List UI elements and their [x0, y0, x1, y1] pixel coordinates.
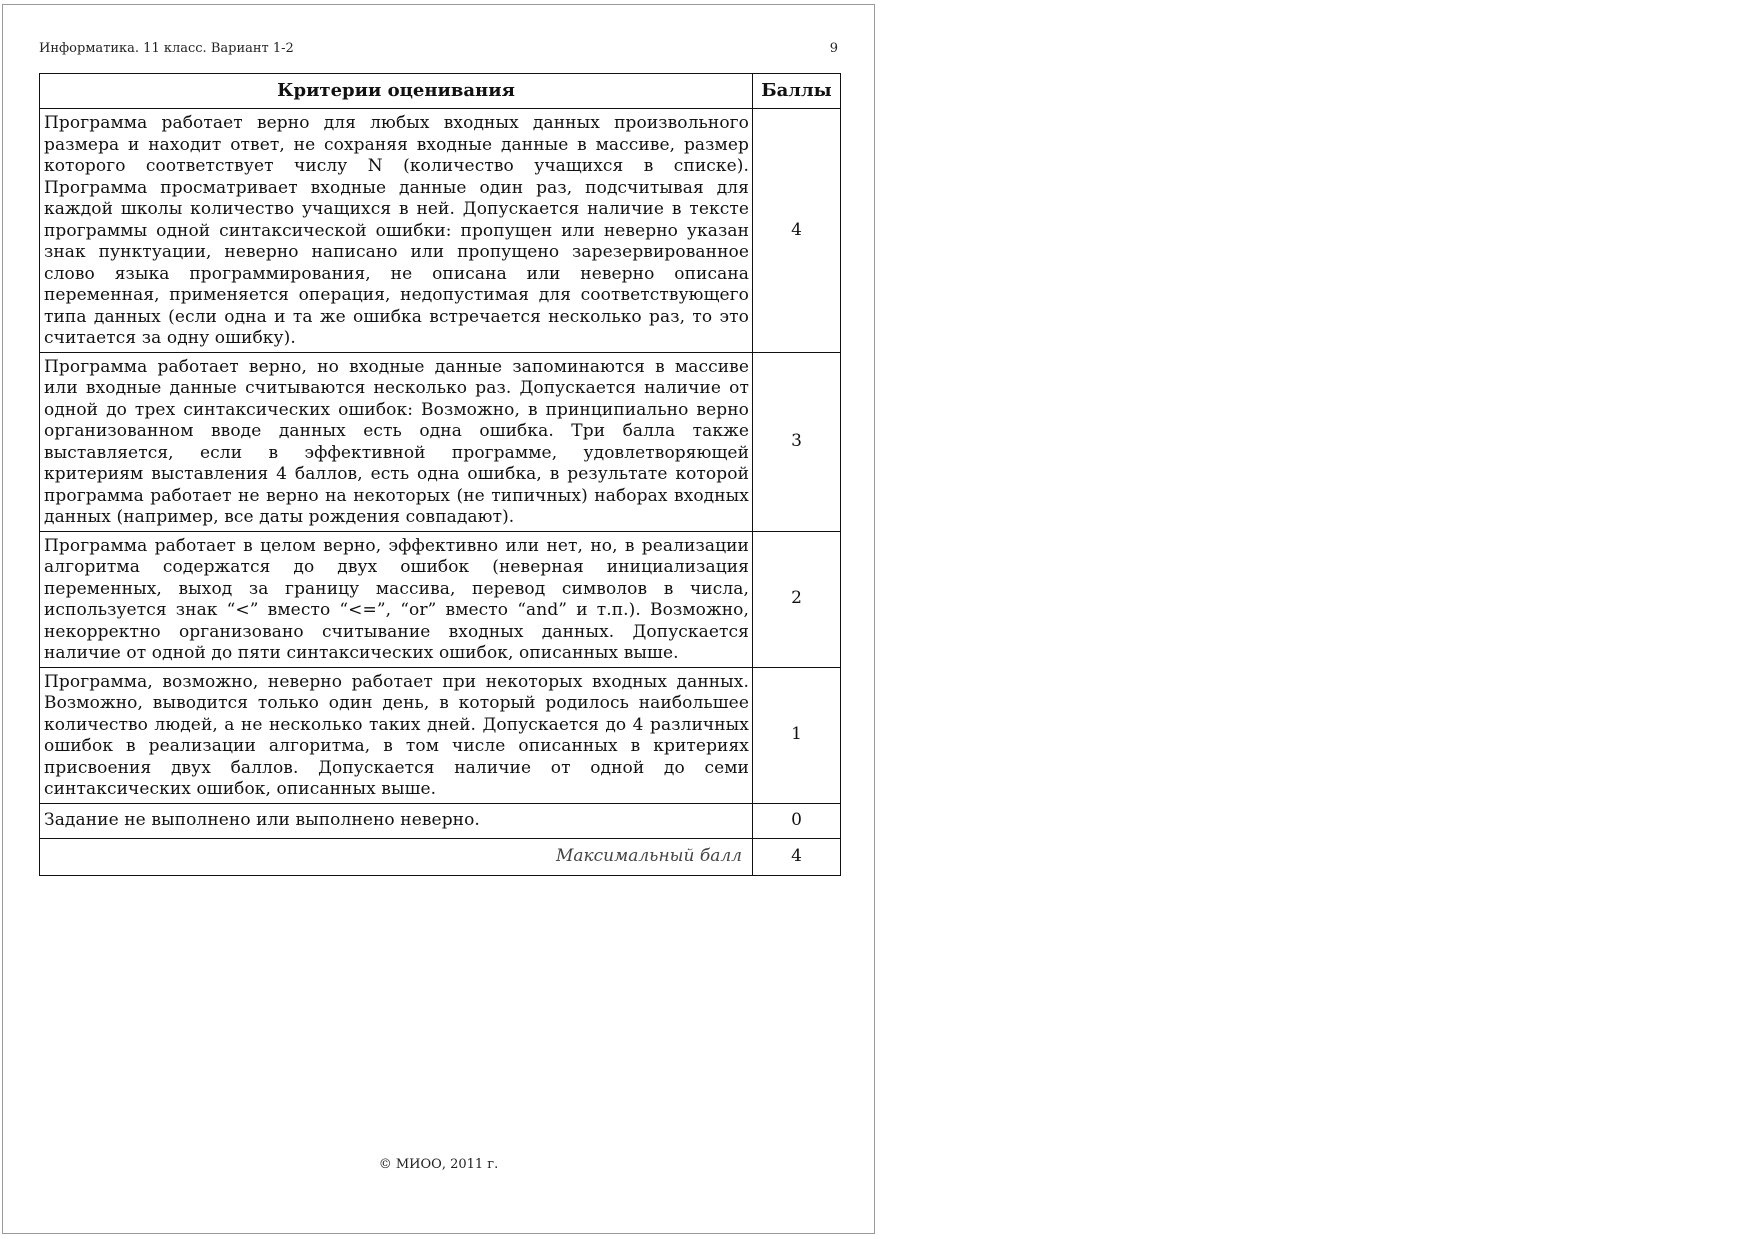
table-row [40, 667, 841, 803]
criteria-table [39, 73, 841, 876]
max-score-label: Максимальный балл [40, 838, 753, 875]
criteria-cell: Программа работает в целом верно, эффективно или нет, но, в реализации алгоритма содержатся до двух ошибок (неверная инициализация переменных, выход за границу массива, перевод символов в числа, используется знак “<” вместо “<=”, “or” вместо “and” и т.п.). Возможно, некорректно организовано считывание входных данных. Допускается наличие от одной до пяти синтаксических ошибок, описанных выше. [40, 531, 753, 667]
max-score-value: 4 [753, 838, 841, 875]
max-score-row [40, 838, 841, 875]
criteria-cell: Программа работает верно, но входные данные запоминаются в массиве или входные данные считываются несколько раз. Допускается наличие от одной до трех синтаксических ошибок: Возможно, в принципиально верно организованном вводе данных есть одна ошибка. Три балла также выставляется, если в эффективной программе, удовлетворяющей критериям выставления 4 баллов, есть одна ошибка, в результате которой программа работает не верно на некоторых (не типичных) наборах входных данных (например, все даты рождения совпадают). [40, 352, 753, 531]
table-row [40, 531, 841, 667]
criteria-cell: Программа, возможно, неверно работает при некоторых входных данных. Возможно, выводится только один день, в который родилось наибольшее количество людей, а не несколько таких дней. Допускается до 4 различных ошибок в реализации алгоритма, в том числе описанных в критериях присвоения двух баллов. Допускается наличие от одной до семи синтаксических ошибок, описанных выше. [40, 667, 753, 803]
table-row [40, 803, 841, 838]
points-cell: 1 [753, 667, 841, 803]
criteria-cell: Задание не выполнено или выполнено неверно. [40, 803, 753, 838]
header-title: Информатика. 11 класс. Вариант 1-2 [39, 41, 294, 56]
table-row [40, 352, 841, 531]
points-cell: 4 [753, 109, 841, 353]
points-cell: 0 [753, 803, 841, 838]
points-cell: 2 [753, 531, 841, 667]
points-column-header: Баллы [753, 74, 841, 109]
criteria-column-header: Критерии оценивания [40, 74, 753, 109]
points-cell: 3 [753, 352, 841, 531]
table-header-row [40, 74, 841, 109]
copyright-text: © МИОО, 2011 г. [378, 1157, 499, 1172]
page-footer [3, 1157, 874, 1172]
document-page [2, 4, 875, 1234]
page-number: 9 [829, 41, 838, 56]
criteria-cell: Программа работает верно для любых входных данных произвольного размера и находит ответ, не сохраняя входные данные в массиве, размер которого соответствует числу N (количество учащихся в списке). Программа просматривает входные данные один раз, подсчитывая для каждой школы количество учащихся в ней. Допускается наличие в тексте программы одной синтаксической ошибки: пропущен или неверно указан знак пунктуации, неверно написано или пропущено зарезервированное слово языка программирования, не описана или неверно описана переменная, применяется операция, недопустимая для соответствующего типа данных (если одна и та же ошибка встречается несколько раз, то это считается за одну ошибку). [40, 109, 753, 353]
page-header [39, 41, 838, 61]
table-row [40, 109, 841, 353]
